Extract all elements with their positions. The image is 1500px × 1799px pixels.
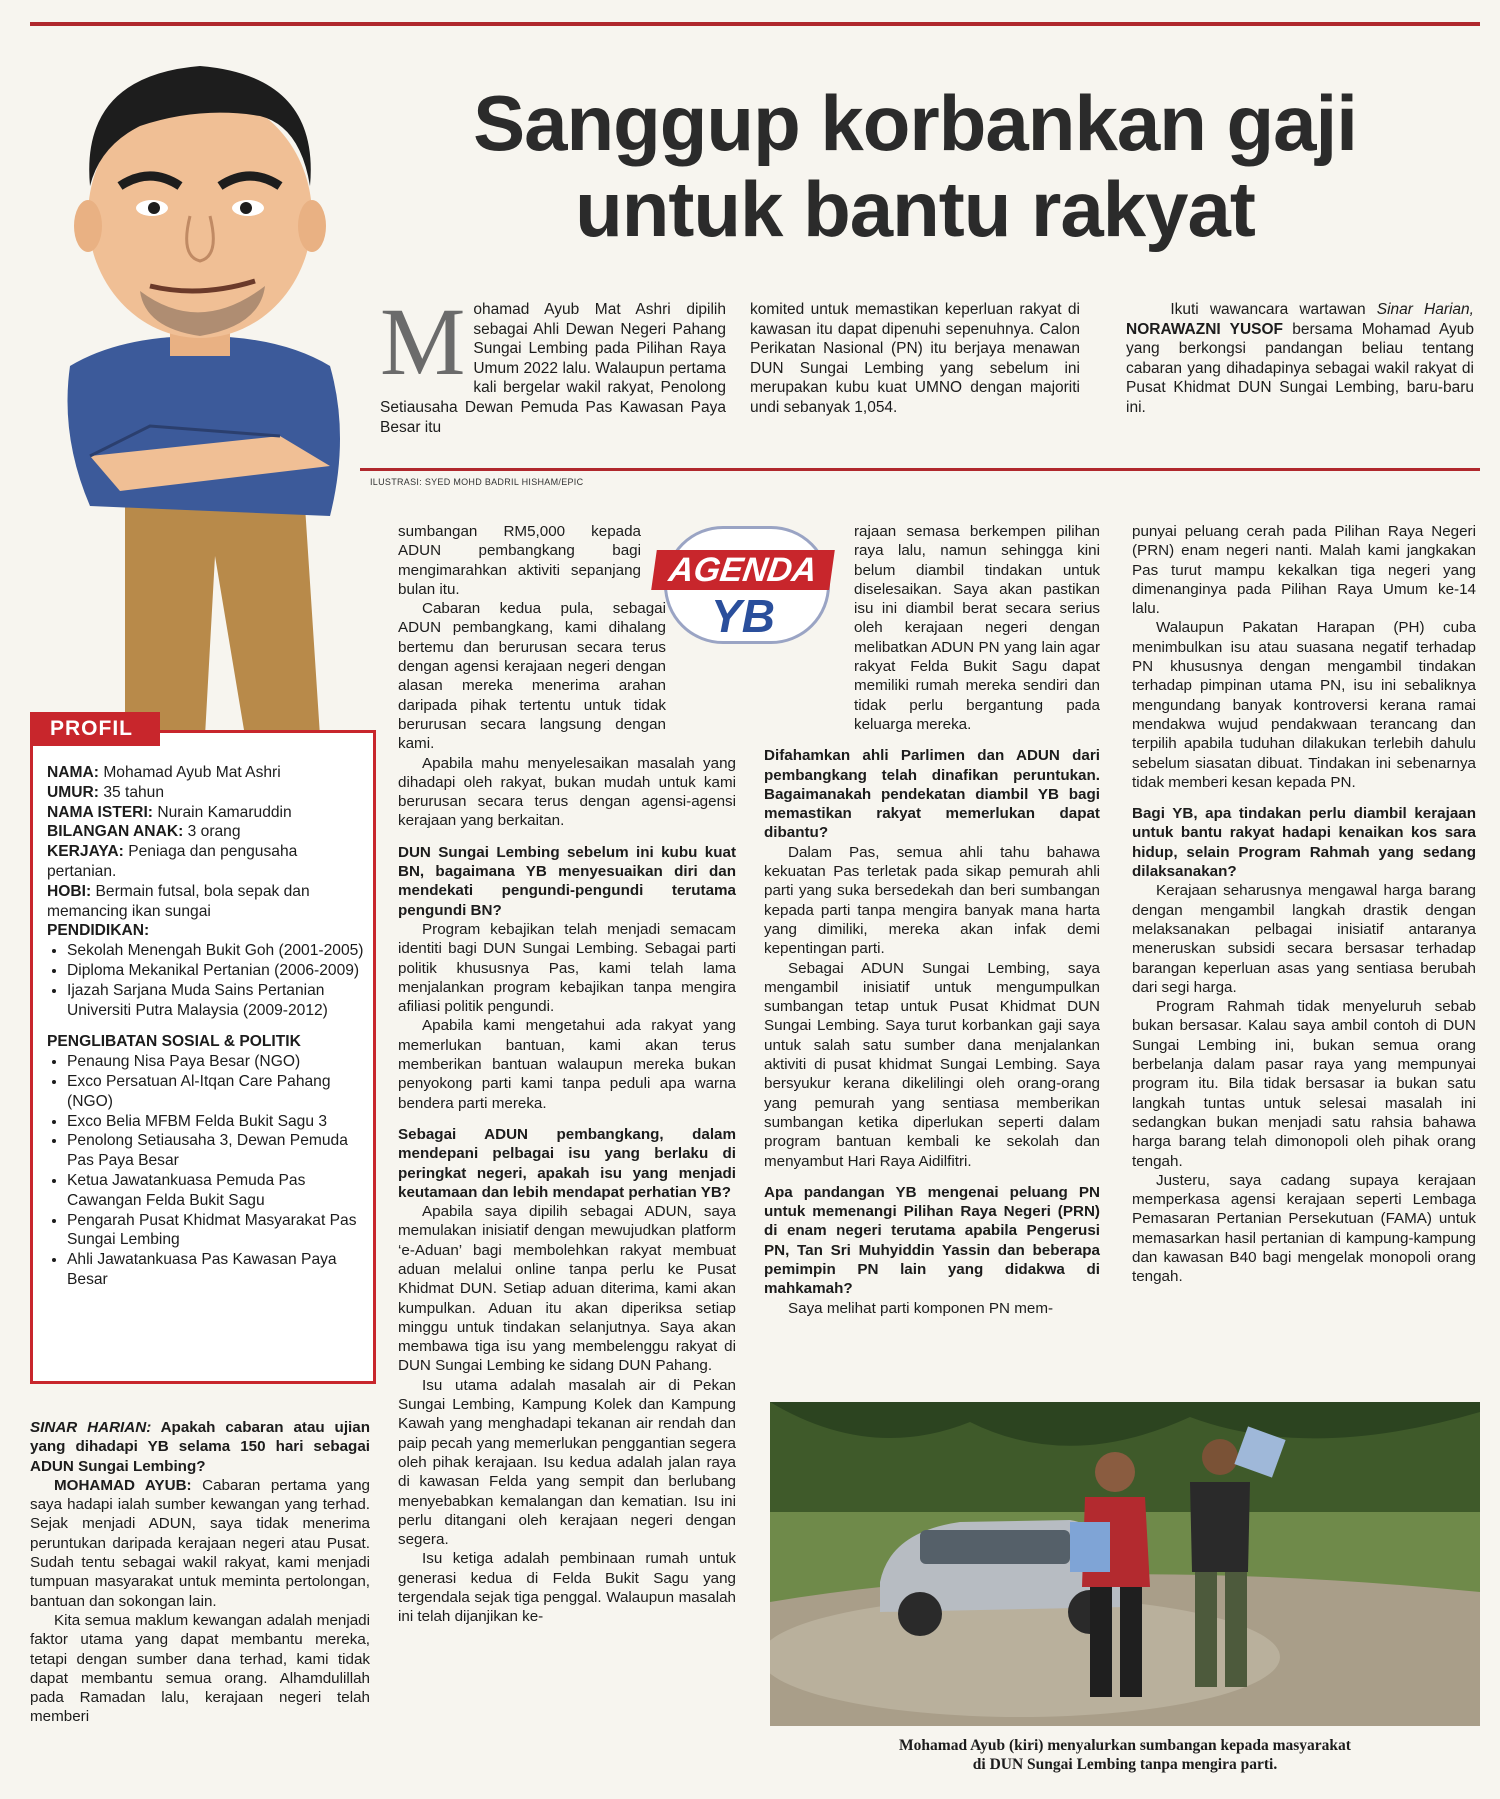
- question: DUN Sungai Lembing sebelum ini kubu kuat BN, bagaimana YB menyesuaikan diri dan mendekati pengundi-pengundi terutama pengundi BN?: [398, 843, 736, 919]
- paragraph: Program kebajikan telah menjadi semacam identiti bagi DUN Sungai Lembing. Sebagai parti politik khususnya Pas, kami telah lama menjalankan program kebajikan tanpa mengira afiliasi politik pengundi.: [398, 920, 736, 1016]
- article-column-2: [398, 522, 736, 1627]
- question: Bagi YB, apa tindakan perlu diambil kerajaan untuk bantu rakyat hadapi kenaikan kos sara hidup, selain Program Rahmah yang sedang dilaksanakan?: [1132, 805, 1476, 881]
- top-rule: [30, 22, 1480, 26]
- paragraph: Dalam Pas, semua ahli tahu bahawa kekuatan Pas terletak pada sikap pemurah ahli parti yang suka bersedekah dan beri sumbangan kepada parti tanpa mengira banyak mana harta yang dimiliki, mereka akan infak demi kepentingan parti.: [764, 843, 1100, 958]
- headline-line-1: Sanggup korbankan gaji: [473, 79, 1357, 167]
- yb-label: YB: [711, 590, 775, 642]
- list-item: • Ijazah Sarjana Muda Sains Pertanian Universiti Putra Malaysia (2009-2012): [67, 981, 365, 1021]
- list-item: • Penolong Setiausaha 3, Dewan Pemuda Pas Paya Besar: [67, 1131, 365, 1171]
- caricature-illustration: [30, 36, 360, 736]
- list-item: • Diploma Mekanikal Pertanian (2006-2009): [67, 961, 365, 981]
- list-item: • Exco Persatuan Al-Itqan Care Pahang (NGO): [67, 1072, 365, 1112]
- profile-career: KERJAYA: Peniaga dan pengusaha pertanian.: [47, 843, 298, 880]
- paragraph: Apabila mahu menyelesaikan masalah yang dihadapi oleh rakyat, bukan mudah untuk kami berurusan secara terus dengan agensi-agensi kerajaan yang berkaitan.: [398, 754, 736, 830]
- drop-cap: M: [380, 288, 466, 395]
- paragraph: Apabila kami mengetahui ada rakyat yang memerlukan bantuan, kami akan terus memberikan bantuan walaupun mereka bukan penyokong parti kami tanpa peduli apa warna bendera parti mereka.: [398, 1017, 736, 1112]
- list-item: • Exco Belia MFBM Felda Bukit Sagu 3: [67, 1112, 365, 1132]
- photo-caption: Mohamad Ayub (kiri) menyalurkan sumbangan kepada masyarakat di DUN Sungai Lembing tanpa mengira parti.: [899, 1737, 1351, 1773]
- agenda-label: AGENDA: [651, 550, 835, 590]
- question: Sebagai ADUN pembangkang, dalam mendepani pelbagai isu yang berlaku di peringkat negeri, apakah isu yang menjadi keutamaan dan lebih mendapat perhatian YB?: [398, 1125, 736, 1201]
- profile-age: UMUR: 35 tahun: [47, 783, 165, 801]
- illustration-credit: ILUSTRASI: SYED MOHD BADRIL HISHAM/EPIC: [370, 477, 584, 487]
- question: SINAR HARIAN: Apakah cabaran atau ujian yang dihadapi YB selama 150 hari sebagai ADUN Sungai Lembing?: [30, 1419, 370, 1475]
- intro-column-2: komited untuk memastikan keperluan rakyat di kawasan itu dapat dipenuhi sepenuhnya. Calon Perikatan Nasional (PN) itu berjaya menawan DUN Sungai Lembing yang sebelum ini merupakan kubu kuat UMNO dengan majoriti undi sebanyak 1,054.: [750, 301, 1080, 416]
- education-heading: PENDIDIKAN:: [47, 922, 150, 940]
- paragraph: Kerajaan seharusnya mengawal harga barang dengan mengambil langkah drastik dengan melaksanakan pelbagai inisiatif antaranya meneruskan subsidi secara bersasar terhadap barangan keperluan asas yang sentiasa berubah dari segi harga.: [1132, 882, 1476, 996]
- list-item: • Sekolah Menengah Bukit Goh (2001-2005): [67, 941, 365, 961]
- paragraph: Walaupun Pakatan Harapan (PH) cuba menimbulkan isu atau suasana negatif terhadap PN khususnya dengan mengambil tindakan terhadap pimpinan utama PN, isu ini sebaliknya mengundang banyak kontroversi kerana ramai mendakwa wujud pendakwaan terancang dan terpilih apabila tuduhan dilakukan terlebih dahulu sebelum siasatan dibuat. Tindakan ini sebenarnya tidak memberi kesan kepada PN.: [1132, 619, 1476, 791]
- paragraph: Program Rahmah tidak menyeluruh sebab bukan bersasar. Kalau saya ambil contoh di DUN Sungai Lembing ini, bukan semua orang berbelanja dalam pasar raya yang mempunyai program itu. Bila tidak bersasar ia bukan satu langkah tuntas untuk selesai masalah ini sedangkan bukan menjadi satu rahsia bahawa harga barang telah dimonopoli oleh pihak orang tengah.: [1132, 998, 1476, 1170]
- paragraph: Saya melihat parti komponen PN mem-: [788, 1299, 1054, 1317]
- paragraph: Apabila saya dipilih sebagai ADUN, saya memulakan inisiatif dengan mewujudkan platform ‘e-Aduan’ bagi membolehkan rakyat membuat aduan melalui online tanpa perlu ke Pusat Khidmat DUN. Setiap aduan diterima, kami akan kumpulkan. Aduan itu akan diperiksa setiap minggu untuk tindakan selanjutnya. Saya akan membawa tiga isu yang membelenggu rakyat di DUN Sungai Lembing ke sidang DUN Pahang.: [398, 1203, 736, 1375]
- article-column-4: [1132, 522, 1476, 1287]
- paragraph: Kita semua maklum kewangan adalah menjadi faktor utama yang dapat membantu mereka, tetapi dengan sumber dana terhad, kami tidak dapat membantu semua orang. Alhamdulillah pada Ramadan lalu, kerajaan negeri telah memberi: [30, 1611, 370, 1726]
- paragraph: punyai peluang cerah pada Pilihan Raya Negeri (PRN) enam negeri nanti. Malah kami jangkakan Pas turut mampu kekalkan tiga negeri yang dimenanginya pada Pilihan Raya Umum ke-14 lalu.: [1132, 523, 1476, 618]
- headline: [395, 80, 1435, 252]
- answer-paragraph: MOHAMAD AYUB: Cabaran pertama yang saya hadapi ialah sumber kewangan yang terhad. Sejak menjadi ADUN, saya tidak menerima peruntukan daripada kerajaan negeri atau Pusat. Sudah tentu sebagai wakil rakyat, kami menjadi tumpuan masyarakat untuk meminta pertolongan, bantuan dan sokongan lain.: [30, 1476, 370, 1610]
- article-column-3: [764, 522, 1100, 1318]
- paragraph: Cabaran kedua pula, sebagai ADUN pembangkang, kami dihalang bertemu dan berurusan secara terus dengan agensi kerajaan negeri dengan alasan mereka menerima arahan daripada pihak tertentu untuk tidak berurusan secara langsung dengan kami.: [398, 600, 666, 753]
- question: Apa pandangan YB mengenai peluang PN untuk memenangi Pilihan Raya Negeri (PRN) di enam negeri terutama apabila Pengerusi PN, Tan Sri Muhyiddin Yassin dan beberapa pemimpin PN lain yang didakwa di mahkamah?: [764, 1183, 1100, 1298]
- news-photo: [770, 1402, 1480, 1726]
- list-item: • Penaung Nisa Paya Besar (NGO): [67, 1052, 365, 1072]
- paragraph: rajaan semasa berkempen pilihan raya lalu, namun sehingga kini belum diambil tindakan untuk diselesaikan. Saya akan pastikan isu ini diambil berat secara serius oleh kerajaan negeri dengan melibatkan ADUN PN yang lain agar rakyat Felda Bukit Sagu dapat memiliki rumah mereka sendiri dan tidak perlu bergantung pada keluarga mereka.: [854, 523, 1100, 733]
- profile-tab: PROFIL: [30, 712, 160, 746]
- profile-children: BILANGAN ANAK: 3 orang: [47, 823, 241, 841]
- involvement-list: [47, 1052, 365, 1290]
- paragraph: Isu ketiga adalah pembinaan rumah untuk generasi kedua di Felda Bukit Sagu yang tergendala sejak tiga penggal. Walaupun masalah ini telah dijanjikan ke-: [398, 1550, 736, 1626]
- paragraph: Isu utama adalah masalah air di Pekan Sungai Lembing, Kampung Kolek dan Kampung Kawah yang menghadapi tekanan air rendah dan paip pecah yang memerlukan penggantian segera oleh pihak kerajaan. Isu kedua adalah jalan raya di kawasan Felda yang sempit dan berlubang menyebabkan kemalangan dan kematian. Isu ini perlu ditangani oleh kerajaan negeri dengan segera.: [398, 1376, 736, 1549]
- paragraph: Sebagai ADUN Sungai Lembing, saya mengambil inisiatif untuk mengumpulkan sumbangan tetap untuk Pusat Khidmat DUN Sungai Lembing. Saya turut korbankan gaji saya untuk salah satu sumber dana menjalankan aktiviti di pusat khidmat Sungai Lembing. Saya bersyukur kerana dikelilingi oleh orang-orang yang pemurah yang sentiasa memberikan sumbangan ketika diperlukan seperti dalam program bantuan kembali ke sekolah dan menyambut Hari Raya Aidilfitri.: [764, 959, 1100, 1170]
- involvement-heading: PENGLIBATAN SOSIAL & POLITIK: [47, 1033, 301, 1051]
- profile-name: NAMA: Mohamad Ayub Mat Ashri: [47, 764, 281, 781]
- question: Difahamkan ahli Parlimen dan ADUN dari pembangkang telah dinafikan peruntukan. Bagaimanakah pendekatan diambil YB bagi memastikan rakyat memerlukan dapat dibantu?: [764, 747, 1100, 842]
- list-item: • Ketua Jawatankuasa Pemuda Pas Cawangan Felda Bukit Sagu: [67, 1171, 365, 1211]
- list-item: • Ahli Jawatankuasa Pas Kawasan Paya Besar: [67, 1250, 365, 1290]
- profile-hobby: HOBI: Bermain futsal, bola sepak dan memancing ikan sungai: [47, 882, 310, 920]
- paragraph: Justeru, saya cadang supaya kerajaan memperkasa agensi kerajaan seperti Lembaga Pemasaran Pertanian Persekutuan (FAMA) untuk memasarkan hasil pertanian di kampung-kampung dan kawasan B40 bagi mengelak monopoli orang tengah.: [1132, 1171, 1476, 1286]
- article-column-1: [30, 1418, 370, 1727]
- intro-column-3: Ikuti wawancara wartawan Sinar Harian, NORAWAZNI YUSOF bersama Mohamad Ayub yang berkongsi pandangan beliau tentang cabaran yang dihadapinya sebagai wakil rakyat di Pusat Khidmat DUN Sungai Lembing, baru-baru ini.: [1126, 301, 1474, 416]
- intro-column-1: Mohamad Ayub Mat Ashri dipilih sebagai Ahli Dewan Negeri Pahang Sungai Lembing pada Pilihan Raya Umum 2022 lalu. Walaupun pertama kali bergelar wakil rakyat, Penolong Setiausaha Dewan Pemuda Pas Kawasan Paya Besar itu: [380, 288, 726, 436]
- profile-box: [30, 730, 376, 1384]
- headline-line-2: untuk bantu rakyat: [575, 165, 1255, 253]
- list-item: • Pengarah Pusat Khidmat Masyarakat Pas Sungai Lembing: [67, 1211, 365, 1251]
- section-rule: [360, 468, 1480, 471]
- profile-wife: NAMA ISTERI: Nurain Kamaruddin: [47, 803, 292, 821]
- profile-body: [47, 763, 365, 1290]
- paragraph: sumbangan RM5,000 kepada ADUN pembangkang bagi mengimarahkan aktiviti sepanjang bulan itu.: [398, 523, 641, 598]
- education-list: [47, 941, 365, 1020]
